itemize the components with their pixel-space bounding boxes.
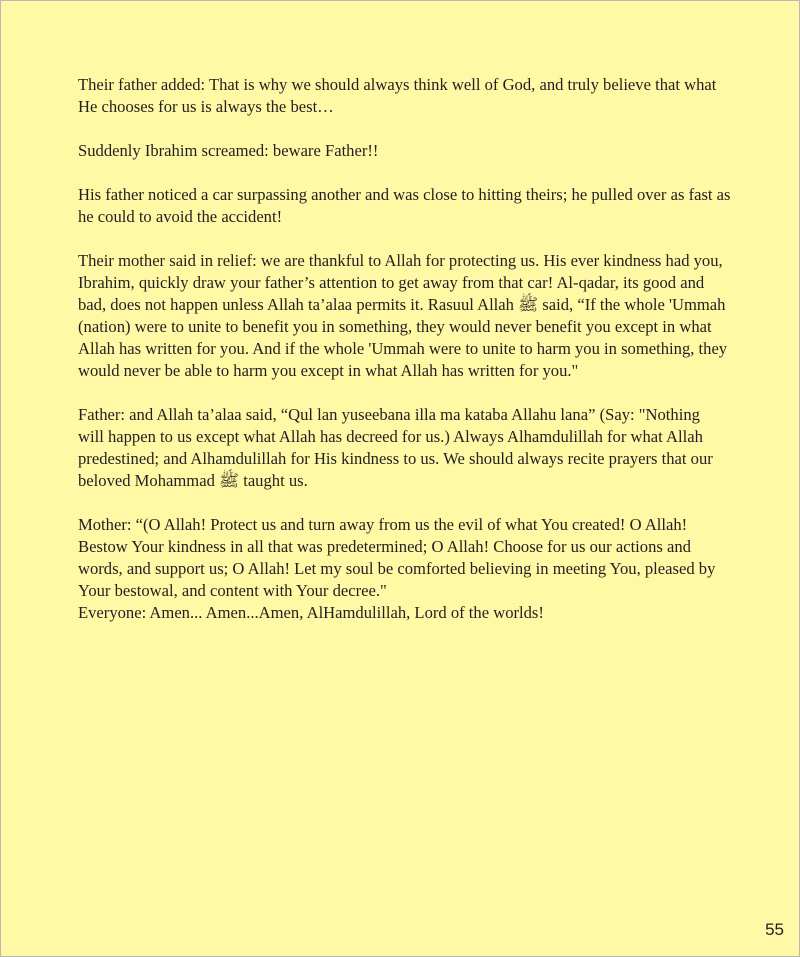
text-line: predestined; and Alhamdulillah for His kindness to us. We should always recite prayers that our (78, 449, 713, 468)
text-line: His father noticed a car surpassing another and was close to hitting theirs; he pulled over as fast as (78, 185, 731, 204)
text-line: Allah has written for you. And if the whole 'Ummah were to unite to harm you in something, they (78, 339, 728, 358)
text-line: (nation) were to unite to benefit you in something, they would never benefit you except in what (78, 317, 712, 336)
paragraph-ibrahim-screamed (78, 140, 758, 162)
paragraph-car-accident (78, 184, 758, 228)
text-line: Mother: “(O Allah! Protect us and turn away from us the evil of what You created! O Allah! (78, 515, 688, 534)
text-line: beloved Mohammad ﷺ taught us. (78, 471, 308, 490)
paragraph-mother-prayer (78, 514, 758, 602)
text-line: would never be able to harm you except in what Allah has written for you." (78, 361, 579, 380)
page-number: 55 (765, 920, 784, 939)
paragraph-everyone-amen (78, 602, 758, 624)
page-body-text (78, 74, 758, 646)
text-line: Ibrahim, quickly draw your father’s attention to get away from that car! Al-qadar, its good and (78, 273, 705, 292)
text-line: He chooses for us is always the best… (78, 97, 334, 116)
text-line: Everyone: Amen... Amen...Amen, AlHamdulillah, Lord of the worlds! (78, 603, 544, 622)
text-line: he could to avoid the accident! (78, 207, 283, 226)
paragraph-mother-relief (78, 250, 758, 382)
paragraph-father-quran (78, 404, 758, 492)
text-line: Father: and Allah ta’alaa said, “Qul lan yuseebana illa ma kataba Allahu lana” (Say: "Nothing (78, 405, 700, 424)
text-line: Bestow Your kindness in all that was predetermined; O Allah! Choose for us our actions and (78, 537, 691, 556)
text-line: will happen to us except what Allah has decreed for us.) Always Alhamdulillah for what Allah (78, 427, 703, 446)
text-line: Suddenly Ibrahim screamed: beware Father!! (78, 141, 379, 160)
text-line: bad, does not happen unless Allah ta’alaa permits it. Rasuul Allah ﷺ said, “If the whole 'Ummah (78, 295, 726, 314)
text-line: words, and support us; O Allah! Let my soul be comforted believing in meeting You, pleased by (78, 559, 716, 578)
text-line: Their mother said in relief: we are thankful to Allah for protecting us. His ever kindness had you, (78, 251, 723, 270)
text-line: Their father added: That is why we should always think well of God, and truly believe that what (78, 75, 717, 94)
paragraph-father-added (78, 74, 758, 118)
text-line: Your bestowal, and content with Your decree." (78, 581, 387, 600)
